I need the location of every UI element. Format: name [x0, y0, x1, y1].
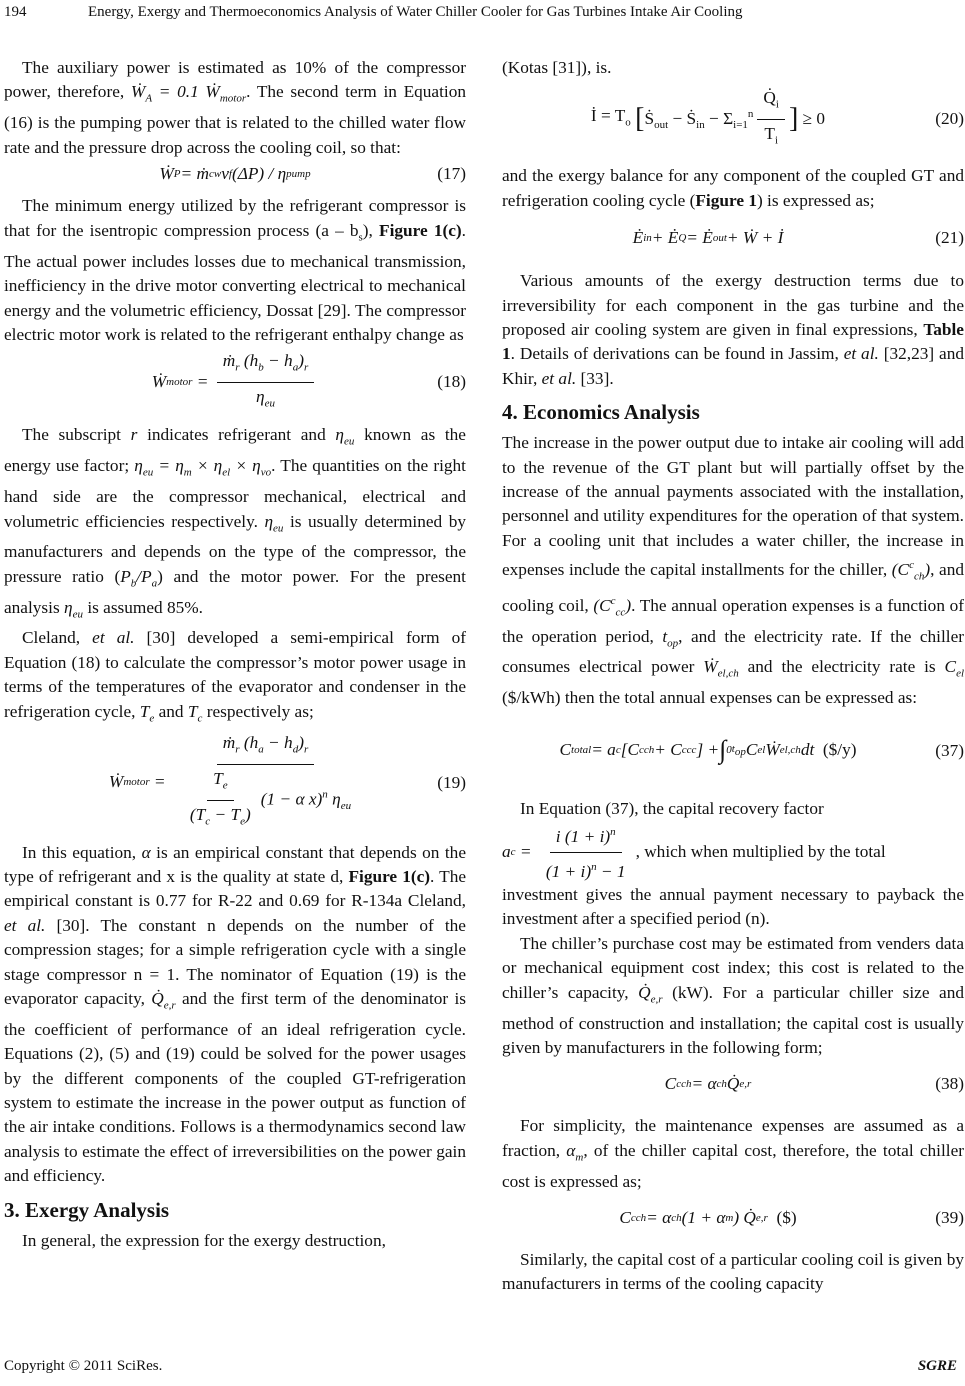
equation-21: Ė in + Ė Q = Ė out + Ẇ + İ (21) [632, 228, 964, 248]
journal-abbrev: SGRE [917, 1358, 957, 1374]
paragraph: and the exergy balance for any component of the coupled GT and refrigeration cooling cycle (Figure 1) is expressed as; [502, 166, 964, 210]
paragraph: (Kotas [31]), is. [502, 58, 612, 77]
paragraph: For simplicity, the maintenance expenses are assumed as a fraction, $\alpha_m$, of the chiller capital cost, therefore, the total chiller cost is expressed as; [502, 1116, 964, 1191]
copyright-notice: Copyright © 2011 SciRes. [4, 1358, 163, 1374]
paragraph: In this equation, α is an empirical constant that depends on the type of refrigerant and x is the quality at state d, Figure 1(c). The empirical constant is 0.77 for R-22 and 0.69 for R-134a Cleland, et al. [30]. The constant n depends on the number of the compression stages; for a simple refrigeration cycle with a single stage compressor n = 1. The nominator of Equation (19) is the evaporator capacity, $Q̇_{e,r}$ and the first term of the denominator is the coefficient of performance of an ideal refrigeration cycle. Equations (2), (5) and (19) could be solved for the power usages by the different components of the coupled GT-refrigeration system to estimate the increase in the power output as function of the air intake conditions. Follows is a thermodynamics second law analysis to estimate the effect of irreversibilities on the power gain and efficiency. [4, 842, 467, 1186]
equation-39: C c ch = α ch (1 + α m ) Q̇ e,r ($) (39) [619, 1207, 964, 1227]
paragraph: Cleland, et al. [30] developed a semi-empirical form of Equation (18) to calculate the compressor’s motor power usage in terms of the temperatures of the evaporator and condenser in the refrigeration cycle, $T_e$ and $T_c$ respectively as; [4, 628, 466, 725]
capital-recovery-factor: a c = $\frac{i (1 + i)^n}{(1 + i)^n - 1}$ , which when multiplied by the total [502, 821, 964, 883]
paragraph: In general, the expression for the exergy destruction, [22, 1230, 386, 1250]
equation-19: Ẇ motor = ṁ$_r$ $(h_a - h_d)_r$ $\frac{T_e}{(T_c - T_e)}$ (1 − α x)$^n$ $\eta_{eu}$ (19) [108, 733, 466, 828]
equation-37: C total = a c [C c ch + C c cc ] + ∫ 0 $t_{op}$ C el Ẇ el,ch d t ($/y) (37) [559, 735, 964, 765]
running-title: Energy, Exergy and Thermoeconomics Analysis of Water Chiller Cooler for Gas Turbines Intake Air Cooling [88, 4, 743, 20]
paragraph: The subscript r indicates refrigerant and $\eta_{eu}$ known as the energy use factor; $\eta_{eu} = \eta_m \times \eta_{el} \times \eta_{vo}$. The quantities on the right hand side are the compressor mechanical, electrical and volumetric efficiencies respectively. $\eta_{eu}$ is usually determined by manufacturers and depends on the type of the compressor, the pressure ratio $(P_b/P_a)$ and the motor power. For the present analysis $\eta_{eu}$ is assumed 85%. [4, 425, 466, 621]
paragraph: In Equation (37), the capital recovery factor [520, 798, 824, 818]
paragraph: The chiller’s purchase cost may be estimated from venders data or mechanical equipment cost index; this cost is related to the chiller’s capacity, $Q̇_{e,r}$ (kW). For a particular chiller size and method of construction and installation; the capital cost is usually given by manufacturers in the following form; [502, 933, 965, 1057]
paragraph: The auxiliary power is estimated as 10% of the compressor power, therefore, Ẇ$_A$ = 0.1 Ẇ$_{motor}$. The second term in Equation (16) is the pumping power that is related to the chilled water flow rate and the pressure drop across the cooling coil, so that: [4, 58, 466, 157]
paragraph: investment gives the annual payment necessary to payback the investment after a specified period (n). [502, 885, 964, 929]
running-header [0, 4, 965, 26]
paragraph: Similarly, the capital cost of a particular cooling coil is given by manufacturers in terms of the cooling capacity [502, 1250, 964, 1294]
paragraph: Various amounts of the exergy destruction terms due to irreversibility for each component in the gas turbine and the proposed air cooling system are given in final expressions, Table 1. Details of derivations can be found in Jassim, et al. [32,23] and Khir, et al. [33]. [502, 271, 964, 388]
right-column [502, 56, 964, 1297]
paragraph: The minimum energy utilized by the refrigerant compressor is that for the isentropic compression process $(a - b_s)$, Figure 1(c). The actual power includes losses due to mechanical transmission, inefficiency in the drive motor converting electrical to mechanical energy and the volumetric efficiency, Dossat [29]. The compressor electric motor work is related to the refrigerant enthalpy change as [4, 196, 466, 344]
section-heading: 3. Exergy Analysis [4, 1197, 170, 1222]
equation-17: Ẇ P = ṁ cw v f (ΔP) / η pump (17) [159, 164, 466, 184]
equation-38: C c ch = α ch Q̇ e,r (38) [664, 1074, 964, 1094]
left-column [4, 56, 466, 1253]
page-number: 194 [4, 4, 27, 20]
paragraph: The increase in the power output due to intake air cooling will add to the revenue of the GT plant but will partially offset by the increase of the annual payments associated with the installation, personnel and utility expenditures for the operation of that system. For a cooling unit that includes a water chiller, the increase in expenses include the capital installments for the chiller, $(C^c_{ch})$, and cooling coil, $(C^c_{cc})$. The annual operation expenses is a function of the operation period, $t_{op}$, and the electricity rate. If the chiller consumes electrical power Ẇ$_{el,ch}$ and the electricity rate is $C_{el}$ ($/kWh) then the total annual expenses can be expressed as: [502, 433, 965, 708]
equation-20: İ = $T_o$ [ Ṡ$_{out}$ − Ṡ$_{in}$ − $\Sigma_{i=1}^n$ $\frac{Q̇_i}{T_i}$ ] ≥ 0 (20) [590, 88, 964, 147]
section-heading: 4. Economics Analysis [502, 400, 700, 425]
equation-18: Ẇ motor = $\frac{ṁ_r (h_b - h_a)_r}{\eta_{eu}}$ (18) [151, 351, 466, 410]
